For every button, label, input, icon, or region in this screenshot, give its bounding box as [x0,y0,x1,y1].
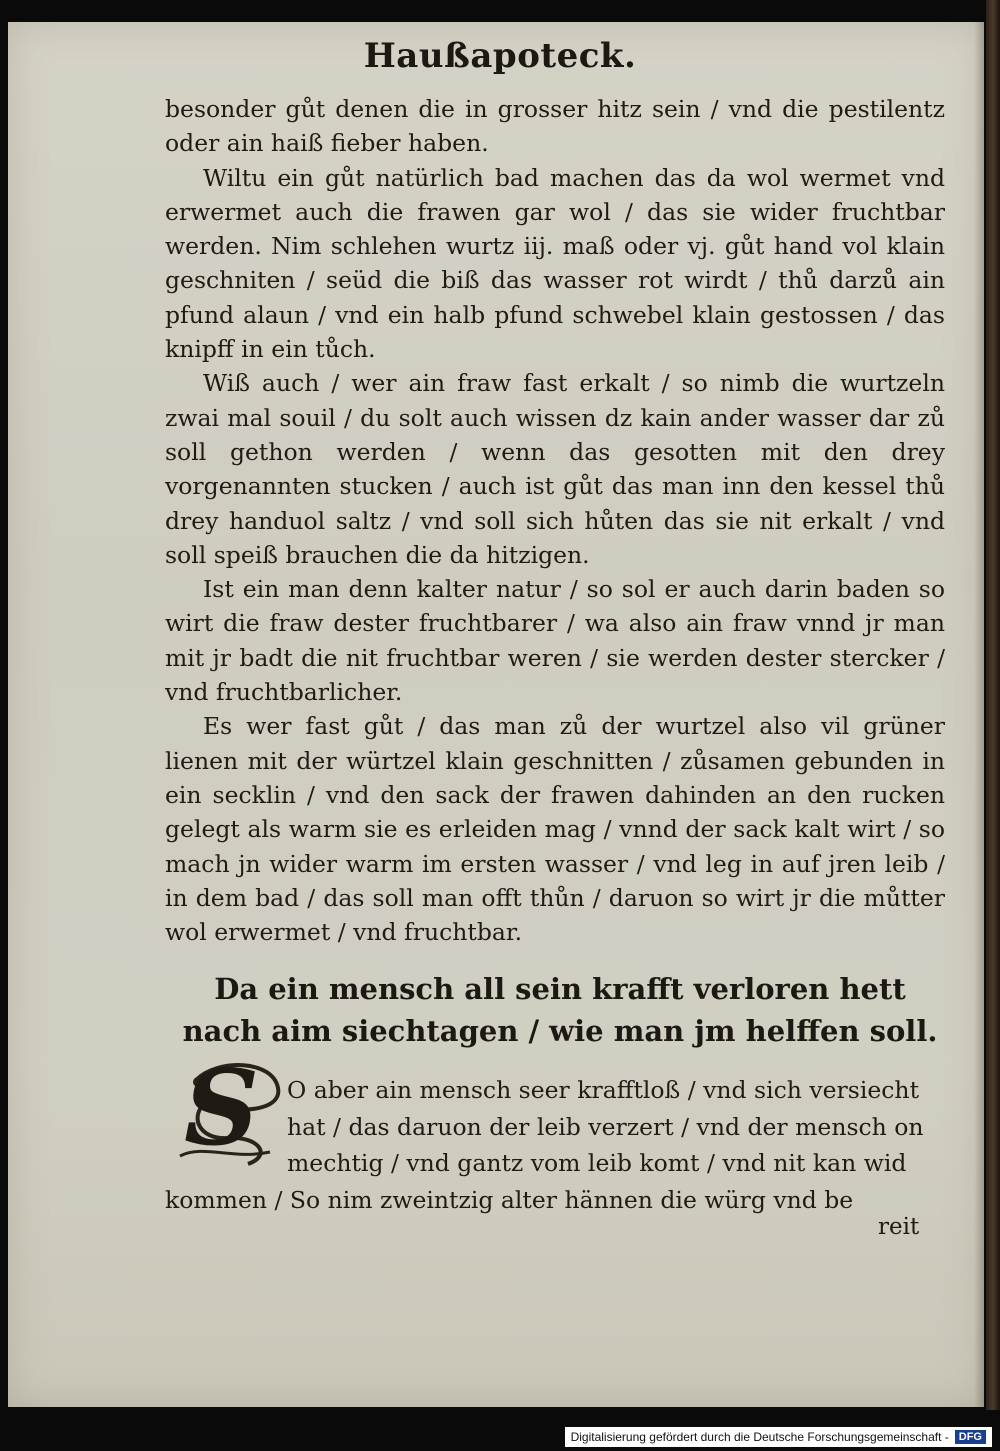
paragraph: besonder gůt denen die in grosser hitz sein / vnd die pestilentz oder ain haiß fieber haben. [165,95,945,158]
digitization-credit [565,1427,992,1447]
text-line: kommen / So nim zweintzig alter hännen die würg vnd be [165,1185,854,1214]
catchword: reit [878,1214,920,1240]
paragraph: Wiß auch / wer ain fraw fast erkalt / so nimb die wurtzeln zwai mal souil / du solt auch wissen dz kain ander wasser dar zů soll gethon werden / wenn das gesotten mit den drey vorgenannten stucken / auch ist gůt das man inn den kessel thů drey handuol saltz / vnd soll sich hůten das sie nit erkalt / vnd soll speiß brauchen die da hitzigen. [165,369,945,569]
paragraph: Wiltu ein gůt natürlich bad machen das da wol wermet vnd erwermet auch die frawen gar wol / das sie wider fruchtbar werden. Nim schlehen wurtz iij. maß oder vj. gůt hand vol klain geschniten / seüd die biß das wasser rot wirdt / thů darzů ain pfund alaun / vnd ein halb pfund schwebel klain gestossen / das knipff in ein tůch. [165,163,945,364]
section-heading: Da ein mensch all sein krafft verloren hett nach aim siechtagen / wie man jm helffen soll. [182,972,938,1048]
book-spine [986,0,1000,1410]
text-line: O aber ain mensch seer krafftloß / vnd sich versiecht [287,1076,920,1104]
credit-text: Digitalisierung gefördert durch die Deutsche Forschungsgemeinschaft - [570,1430,949,1444]
paragraph: Ist ein man denn kalter natur / so sol er auch darin baden so wirt die fraw dester fruchtbarer / wa also ain fraw vnnd jr man mit jr badt die nit fruchtbar weren / sie werden dester stercker / vnd fruchtbarlicher. [165,575,945,707]
running-header: Haußapoteck. [363,36,637,76]
initial-letter: S [184,1046,260,1169]
paragraph: Es wer fast gůt / das man zů der wurtzel also vil grüner lienen mit der würtzel klain geschnitten / zůsamen gebunden in ein secklin / vnd den sack der frawen dahinden an den rucken gelegt als warm sie es erleiden mag / vnnd der sack kalt wirt / so mach jn wider warm im ersten wasser / vnd leg in auf jren leib / in dem bad / das soll man offt thůn / daruon so wirt jr die můtter wol erwermet / vnd fruchtbar. [165,712,945,947]
text-line: mechtig / vnd gantz vom leib komt / vnd nit kan wid [287,1149,907,1177]
text-line: hat / das daruon der leib verzert / vnd der mensch on [287,1112,924,1141]
section-text [165,1072,945,1218]
main-text [165,92,945,949]
page-edge-shadow [974,22,984,1407]
dfg-logo: DFG [955,1430,986,1444]
